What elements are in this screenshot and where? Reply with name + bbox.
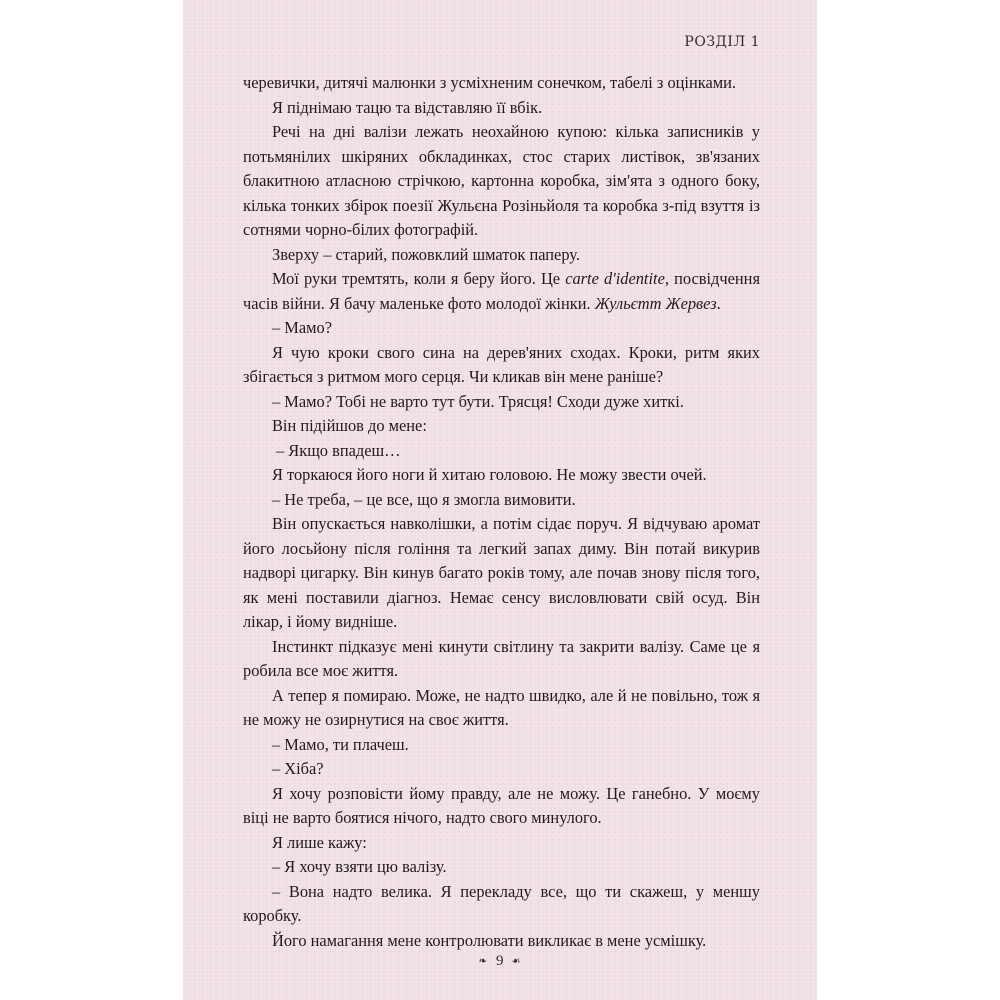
paragraph: Я лише кажу: [272,832,367,852]
paragraph: Речі на дні валізи лежать неохайною купою: кілька записників у потьмянілих шкіряних обкладинках, стос старих листівок, зв'язаних блакитною атласною стрічкою, картонна коробка, зім'ята з одного боку, кілька тонких збірок поезії Жульєна Розіньйоля та коробка з-під взуття із сотнями чорно-білих фотографій. [243,122,760,239]
paragraph: Інстинкт підказує мені кинути світлину та закрити валізу. Саме це я робила все моє життя. [243,636,760,680]
dialogue-line: – Я хочу взяти цю валізу. [272,857,447,876]
paragraph: Я торкаюся його ноги й хитаю головою. Не можу звести очей. [272,465,707,484]
paragraph: Зверху – старий, пожовклий шматок паперу. [272,244,580,264]
running-head: РОЗДІЛ 1 [684,34,760,50]
page-number: 9 [495,953,504,969]
ornament-right-icon: ☙ [511,956,522,968]
paragraph: А тепер я помираю. Може, не надто швидко, але й не повільно, тож я не можу не озирнутися на своє життя. [243,685,760,729]
paragraph-text: . [716,293,721,313]
italic-phrase: carte d'identite [565,269,665,288]
paragraph: черевички, дитячі малюнки з усміхненим сонечком, табелі з оцінками. [243,73,736,92]
page-folio [183,953,817,970]
dialogue-line: – Мамо, ти плачеш. [272,734,409,754]
paragraph: Він підійшов до мене: [272,416,427,435]
paragraph-text: , посвідчення часів війни. Я бачу маленьке фото молодої жінки. [243,269,760,313]
paragraph: Я чую кроки свого сина на дерев'яних сходах. Кроки, ритм яких збігається з ритмом мого серця. Чи кликав він мене раніше? [243,342,760,386]
paragraph: Я хочу розповісти йому правду, але не можу. Це ганебно. У моєму віці не варто боятися нічого, надто свого минулого. [243,783,760,827]
body-text [243,71,760,953]
book-page [183,0,817,1000]
italic-name: Жульєтт Жервез [594,293,717,313]
dialogue-line: – Мамо? [272,318,332,337]
paragraph: Він опускається навколішки, а потім сідає поруч. Я відчуваю аромат його лосьйону після гоління та легкий запах диму. Він потай викурив надворі цигарку. Він кинув багато років тому, але почав знову після того, як мені поставили діагноз. Немає сенсу висловлювати свій осуд. Він лікар, і йому видніше. [243,514,760,631]
paragraph [243,267,760,316]
dialogue-line: – Вона надто велика. Я перекладу все, що ти скажеш, у меншу коробку. [243,881,760,925]
dialogue-line: – Хіба? [272,759,324,778]
paragraph: Я піднімаю тацю та відставляю її вбік. [272,97,543,117]
dialogue-line: – Мамо? Тобі не варто тут бути. Трясця! Сходи дуже хиткі. [272,391,684,411]
paragraph-text: Мої руки тремтять, коли я беру його. Це [272,269,566,288]
dialogue-line: – Не треба, – це все, що я змогла вимовити. [272,489,576,509]
dialogue-line: – Якщо впадеш… [276,440,401,460]
paragraph: Його намагання мене контролювати викликає в мене усмішку. [272,930,707,950]
ornament-left-icon: ❧ [478,956,488,968]
